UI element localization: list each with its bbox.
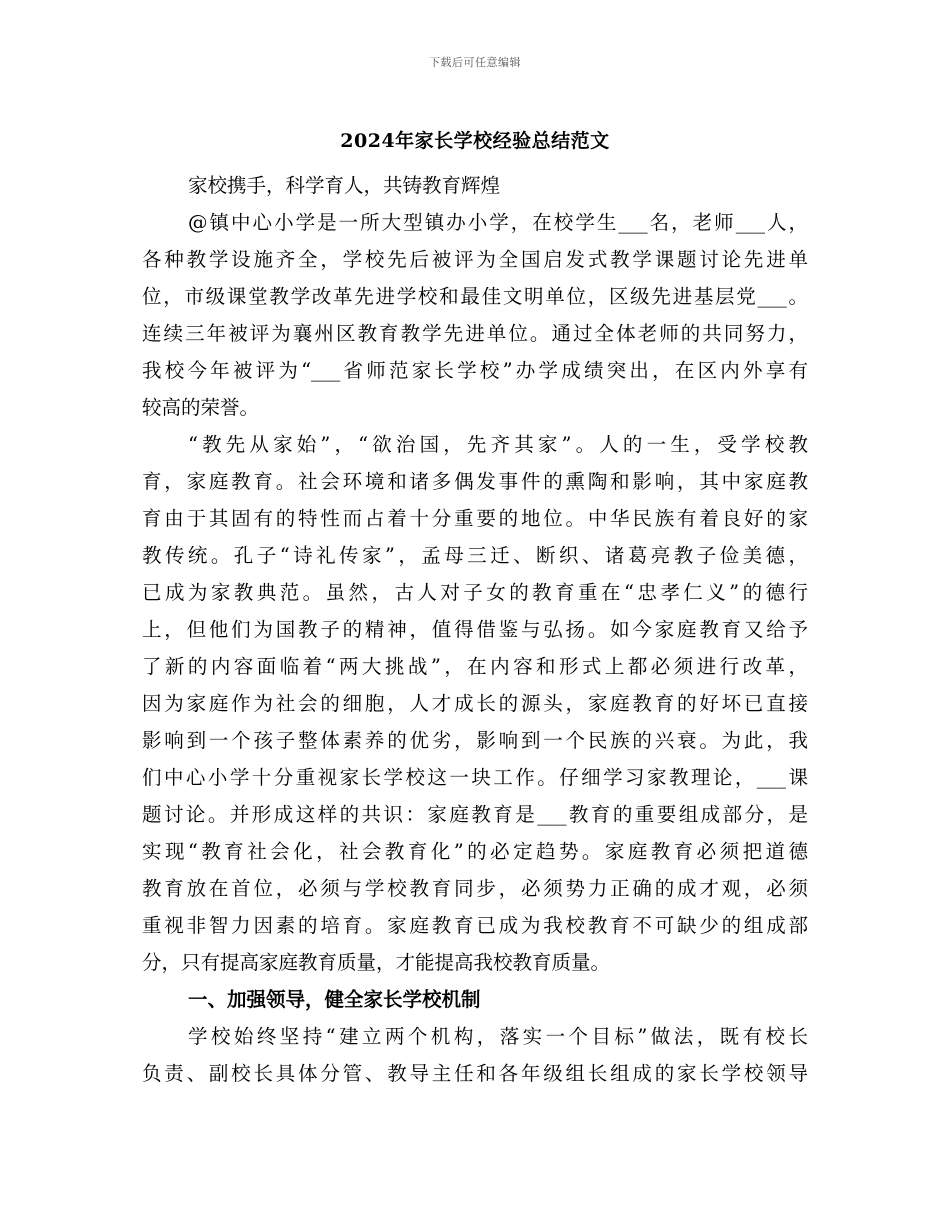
page-header-note: 下载后可任意编辑 [429,56,521,69]
paragraph-line: 实现“教育社会化，社会教育化”的必定趋势。家庭教育必须把道德 [142,840,808,863]
paragraph-line: 因为家庭作为社会的细胞，人才成长的源头，家庭教育的好坏已直接 [142,692,808,715]
paragraph-line: 育，家庭教育。社会环境和诸多偶发事件的熏陶和影响，其中家庭教 [142,470,808,493]
paragraph-line: 题讨论。并形成这样的共识：家庭教育是___教育的重要组成部分，是 [142,803,808,826]
document-title: 2024年家长学校经验总结范文 [340,130,610,152]
subtitle-line: 家校携手，科学育人，共铸教育辉煌 [188,174,501,197]
paragraph-line: 连续三年被评为襄州区教育教学先进单位。通过全体老师的共同努力， [142,322,808,345]
paragraph-line: 影响到一个孩子整体素养的优劣，影响到一个民族的兴衰。为此，我 [142,729,808,752]
paragraph-line: 位，市级课堂教学改革先进学校和最佳文明单位，区级先进基层党___。 [142,285,808,308]
paragraph-line: 们中心小学十分重视家长学校这一块工作。仔细学习家教理论，___课 [142,766,808,789]
paragraph-line: 我校今年被评为“___省师范家长学校”办学成绩突出，在区内外享有 [142,359,808,382]
paragraph-line: 重视非智力因素的培育。家庭教育已成为我校教育不可缺少的组成部 [142,914,808,937]
paragraph-line: 上，但他们为国教子的精神，值得借鉴与弘扬。如今家庭教育又给予 [142,618,808,641]
paragraph-line: 育由于其固有的特性而占着十分重要的地位。中华民族有着良好的家 [142,507,808,530]
paragraph-line: 教传统。孔子“诗礼传家”，孟母三迁、断织、诸葛亮教子俭美德， [142,544,808,567]
paragraph-line: 了新的内容面临着“两大挑战”，在内容和形式上都必须进行改革， [142,655,808,678]
paragraph-line: 负责、副校长具体分管、教导主任和各年级组长组成的家长学校领导 [142,1062,808,1085]
paragraph-line: 已成为家教典范。虽然，古人对子女的教育重在“忠孝仁义”的德行 [142,581,808,604]
paragraph-line: 各种教学设施齐全，学校先后被评为全国启发式教学课题讨论先进单 [142,248,808,271]
paragraph-line: 较高的荣誉。 [142,396,260,419]
paragraph-line: 分，只有提高家庭教育质量，才能提高我校教育质量。 [142,951,611,974]
paragraph-line: @镇中心小学是一所大型镇办小学，在校学生___名，老师___人， [188,211,808,234]
paragraph-line: 教育放在首位，必须与学校教育同步，必须势力正确的成才观，必须 [142,877,808,900]
paragraph-line: 学校始终坚持“建立两个机构，落实一个目标”做法，既有校长 [188,1025,808,1048]
paragraph-line: “教先从家始”，“欲治国，先齐其家”。人的一生，受学校教 [188,433,808,456]
section-heading: 一、加强领导，健全家长学校机制 [188,988,481,1011]
